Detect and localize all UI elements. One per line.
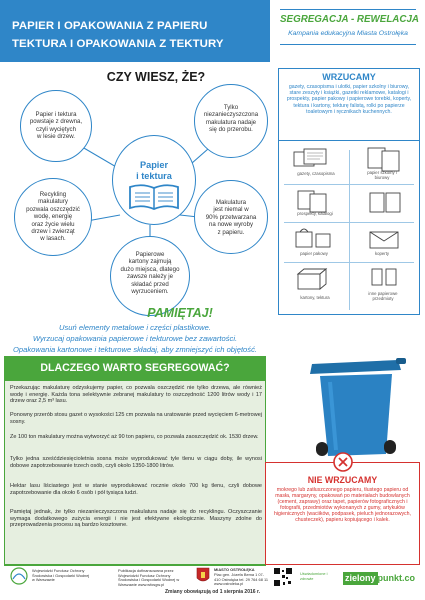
fact-5-line: składać przed xyxy=(131,280,169,288)
envelope-icon xyxy=(362,228,408,250)
fact-1 xyxy=(22,111,90,141)
grid-divider xyxy=(284,222,414,223)
fact-2-line: makulatura nadaje xyxy=(205,118,257,126)
slogan-text: SEGREGACJA - REWELACJA xyxy=(280,14,419,25)
fact-4-line: na nowe wyroby xyxy=(208,221,254,229)
slogan-frame xyxy=(280,9,419,45)
city-crest-icon xyxy=(196,567,210,585)
brand-pre: zielony xyxy=(345,573,376,583)
fact-2-line: się do przerobu. xyxy=(209,126,253,134)
newspaper-icon xyxy=(290,146,342,170)
why-paragraph-4: Tylko jedna sześćdziesięcioletnia sosna może wyprodukować tyle tlenu w ciągu doby, ile wynosi dobowe zapotrzebowanie trzech osób, czyli około 1350-1800 litrów. xyxy=(10,456,262,469)
why-paragraph-1: Przekazując makulaturę odzyskujemy papier, co pozwala oszczędzić nie tylko drzewa, ale również wodę i energię. Każda tona selektywnie zebranej makulatury to oszczędność 1200 litrów wody i 17 drzew oraz 2,5 m³ lasu. xyxy=(10,385,262,405)
accept-item-label: papier szkolny i biurowy xyxy=(367,170,397,180)
paper-roll-icon xyxy=(362,264,408,288)
brand-post: punkt.co xyxy=(377,573,416,583)
qr-code-icon xyxy=(273,567,293,587)
fact-1-line: Papier i tektura xyxy=(35,111,77,118)
fact-5-line: Papierowe xyxy=(135,251,165,258)
fact-3-line: makulatury xyxy=(38,198,68,206)
notebook-icon xyxy=(362,190,408,216)
why-paragraph-3: Ze 100 ton makulatury można wytworzyć aż 90 ton papieru, co pozwala zaoszczędzić ok. 1530 drzew. xyxy=(10,434,259,440)
slogan-block xyxy=(270,0,425,62)
fact-3-line: pozwala oszczędzić xyxy=(26,205,80,213)
fact-3-line: wodę, energię xyxy=(33,213,73,221)
book-icon xyxy=(128,182,180,212)
grid-divider xyxy=(284,262,414,263)
question-heading: CZY WIESZ, ŻE? xyxy=(106,70,206,84)
fact-1-line: czyli wyciętych xyxy=(36,125,76,133)
no-entry-icon xyxy=(333,452,353,472)
why-title: DLACZEGO WARTO SEGREGOWAĆ? xyxy=(40,362,230,374)
footer-city: MIASTO OSTROŁĘKA xyxy=(214,567,255,572)
center-label-line2: i tektura xyxy=(136,170,172,181)
fact-4-line: jest niemal w xyxy=(213,206,249,214)
fact-5-line: wyrzuceniem. xyxy=(131,288,169,296)
fact-3 xyxy=(16,191,90,243)
why-paragraph-5: Hektar lasu liściastego jest w stanie wyprodukować rocznie około 700 kg tlenu, czyli dobowe zapotrzebowanie dla około 6 osób i pół tysiąca ludzi. xyxy=(10,483,262,496)
center-label xyxy=(116,160,192,181)
paper-bag-icon xyxy=(290,226,340,250)
cardboard-box-icon xyxy=(290,266,340,292)
footer-org1: Wojewódzki Fundusz Ochrony Środowiska i Gospodarki Wodnej w Warszawie xyxy=(32,568,90,583)
wfosigw-logo-icon xyxy=(8,567,30,585)
fact-2-line: niezanieczyszczona xyxy=(203,111,259,119)
footer-brand-tag: Uświadomione i zdrowie xyxy=(300,571,328,581)
why-panel xyxy=(5,381,265,564)
zielony-punkt-logo xyxy=(343,568,423,582)
footer-org2: Publikacja dofinansowana przez Wojewódzki Fundusz Ochrony Środowiska i Gospodarki Wodnej w Warszawie www.wfosgw.pl xyxy=(118,568,180,587)
blue-bin-icon xyxy=(300,342,410,462)
fact-3-line: Recykling xyxy=(39,191,67,198)
fact-5 xyxy=(112,251,188,295)
fact-5-line: dużo miejsca, dlatego xyxy=(120,265,180,273)
accept-item-label: inne papierowe przedmioty xyxy=(368,291,398,301)
why-paragraph-2: Ponowny przerób stosu gazet o wysokości 125 cm pozwala na uratowanie przed wycięciem 6-metrowej sosny. xyxy=(10,412,262,425)
grid-divider xyxy=(284,184,414,185)
header-banner xyxy=(0,0,270,62)
accept-title: WRZUCAMY xyxy=(322,72,376,82)
fact-1-line: w lesie drzew. xyxy=(37,133,75,141)
grid-divider-vertical xyxy=(349,150,350,310)
accept-item-label: prospekty, katalogi xyxy=(297,211,333,216)
fact-4-line: Makulatura xyxy=(215,199,247,206)
accept-item-label: koperty xyxy=(374,251,390,256)
fact-5-line: zawsze należy je xyxy=(126,273,174,281)
accept-item-label: papier pakowy xyxy=(300,251,328,256)
reject-text: mokrego lub zatłuszczonego papieru, tłustego papieru od masła, margaryny, opakowań po materiałach budowlanych (cement, zaprawy) oraz tapet, papierów fotograficznych i fotografii, przedmiotów wykonanych z gumy, artykułów higienicznych (waciików, podpasek, pieluch jednorazowych, chusteczek), papieru kopiującego i kalek. xyxy=(274,487,411,524)
footer-updated: Zmiany obowiązują od 1 sierpnia 2016 r. xyxy=(164,589,261,595)
remember-heading: PAMIĘTAJ! xyxy=(147,306,213,320)
accept-item-label: kartony, tektura xyxy=(300,295,330,300)
fact-2-line: Tylko xyxy=(223,104,239,111)
campaign-text: Kampania edukacyjna Miasta Ostrołęka xyxy=(288,30,408,37)
reject-title: NIE WRZUCAMY xyxy=(307,475,378,485)
header-title-line2: TEKTURA I OPAKOWANIA Z TEKTURY xyxy=(12,38,224,50)
tip-3: Opakowania kartonowe i tekturowe składaj, aby zmniejszyć ich objętość. xyxy=(13,345,257,354)
accept-text: gazety, czasopisma i ulotki, papier szkolny i biurowy, stare zeszyty i książki, gazetki reklamowe, katalogi i prospekty, papier pakowy i papierowe torebki, koperty, tektura i kartony, tekturę falistą, rolki po papierze toaletowym i ręcznikach kuchennych. xyxy=(286,84,412,115)
tip-2: Wyrzucaj opakowania papierowe i tekturowe bez zawartości. xyxy=(32,334,238,343)
fact-3-line: oraz życie wielu xyxy=(31,220,75,228)
fact-2 xyxy=(196,104,266,134)
center-label-line1: Papier xyxy=(139,160,169,170)
accept-item-label: gazety, czasopisma xyxy=(297,171,335,176)
footer-city-address: Plac gen. Józefa Bema 1 07-410 Ostrołęka tel. 29 764 68 11 www.ostroleka.pl xyxy=(214,572,269,587)
fact-4 xyxy=(196,199,266,236)
why-paragraph-6: Pamiętaj jednak, że tylko niezanieczyszczona makulatura nadaje się do recyklingu. Oczyszczanie wymaga dodatkowego zużycia energii i nie jest efektywne ekologicznie. Maszyny zdolne do przeprowadzenia procesu są bardzo kosztowne. xyxy=(10,509,262,529)
tip-1: Usuń elementy metalowe i części plastikowe. xyxy=(59,323,211,332)
fact-3-line: w lasach. xyxy=(40,235,66,243)
fact-4-line: z papieru. xyxy=(217,228,245,236)
header-title-line1: PAPIER I OPAKOWANIA Z PAPIERU xyxy=(12,20,208,32)
office-paper-icon xyxy=(360,146,410,172)
fact-3-line: drzew i zwierząt xyxy=(31,228,75,236)
fact-1-line: powstaje z drewna, xyxy=(29,118,83,126)
fact-5-line: kartony zajmują xyxy=(128,258,172,266)
fact-4-line: 90% przetwarzana xyxy=(205,213,257,221)
